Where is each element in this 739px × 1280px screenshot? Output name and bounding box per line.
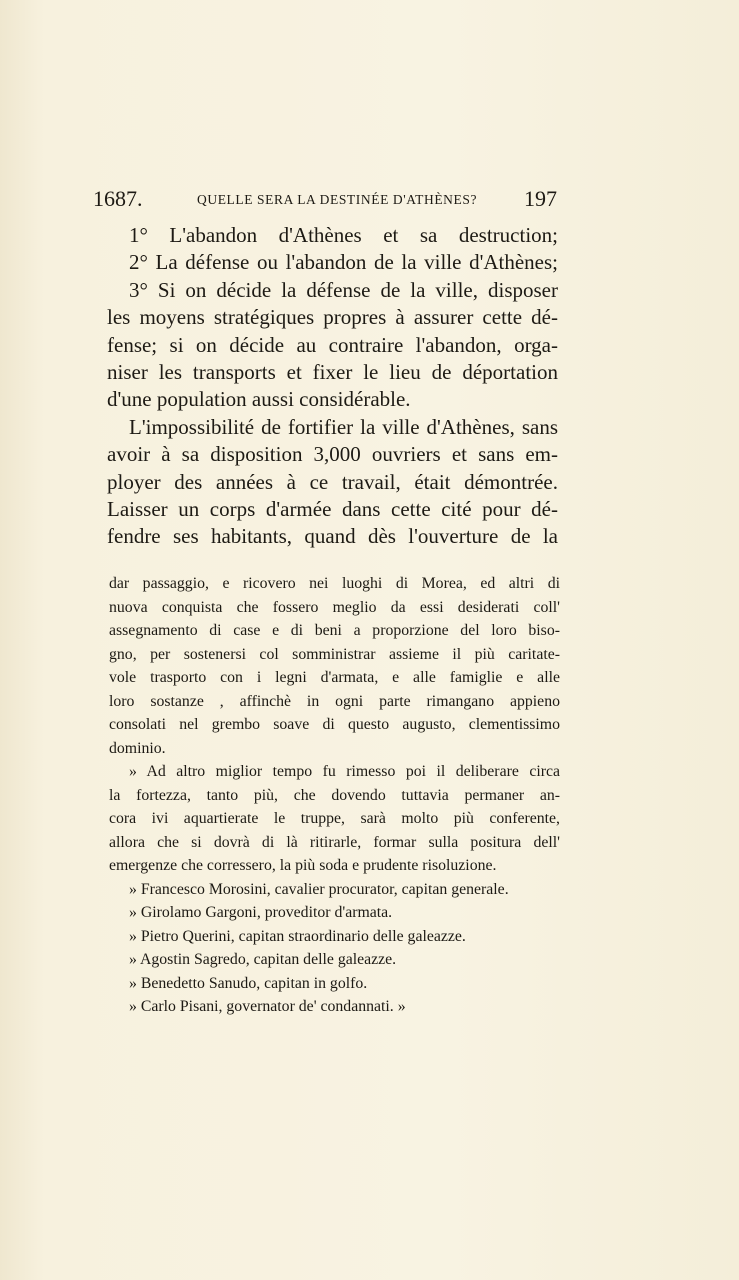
signature-line: » Agostin Sagredo, capitan delle galeazze.: [129, 951, 397, 968]
main-line: 1° L'abandon d'Athènes et sa destruction;: [129, 223, 558, 247]
footnote-line: emergenze che corressero, la più soda e prudente risoluzione.: [109, 857, 497, 874]
footnote-line: gno, per sostenersi col somministrar assieme il più caritate-: [109, 645, 560, 663]
page-number: 197: [524, 186, 557, 211]
main-line: les moyens stratégiques propres à assurer cette dé-: [107, 305, 558, 330]
main-line: avoir à sa disposition 3,000 ouvriers et sans em-: [107, 442, 558, 467]
footnote-line: dominio.: [109, 739, 166, 757]
main-line: ployer des années à ce travail, était démontrée.: [107, 469, 558, 494]
main-line: 3° Si on décide la défense de la ville, disposer: [129, 277, 558, 302]
footnote-line: allora che si dovrà di là ritirarle, formar sulla positura dell': [109, 833, 560, 851]
header-year: 1687.: [93, 186, 143, 211]
footnote-line: consolati nel grembo soave di questo augusto, clementissimo: [109, 716, 560, 733]
footnote-line: loro sostanze , affinchè in ogni parte rimangano appieno: [109, 692, 560, 710]
footnote-line: nuova conquista che fossero meglio da essi desiderati coll': [109, 598, 560, 616]
main-line: Laisser un corps d'armée dans cette cité pour dé-: [107, 496, 558, 521]
main-line: fendre ses habitants, quand dès l'ouverture de la: [107, 524, 558, 549]
main-text: [107, 222, 558, 551]
footnote-line: la fortezza, tanto più, che dovendo tuttavia permaner an-: [109, 786, 560, 804]
signature-line: » Francesco Morosini, cavalier procurator, capitan generale.: [129, 880, 509, 898]
main-line: niser les transports et fixer le lieu de déportation: [107, 359, 558, 384]
footnote-line: assegnamento di case e di beni a proporzione del loro biso-: [109, 622, 560, 639]
header-title: QUELLE SERA LA DESTINÉE D'ATHÈNES?: [197, 192, 478, 207]
signature-line: » Girolamo Gargoni, proveditor d'armata.: [129, 904, 393, 921]
main-line: fense; si on décide au contraire l'abandon, orga-: [107, 332, 558, 357]
signature-line: » Benedetto Sanudo, capitan in golfo.: [129, 974, 368, 992]
footnote-text: [109, 572, 560, 1019]
signature-line: » Carlo Pisani, governator de' condannati. »: [129, 998, 406, 1015]
footnote-line: vole trasporto con i legni d'armata, e alle famiglie e alle: [109, 669, 560, 686]
running-header: [93, 186, 557, 216]
main-line: L'impossibilité de fortifier la ville d'Athènes, sans: [129, 414, 558, 439]
main-line: d'une population aussi considérable.: [107, 387, 411, 412]
footnote-line: cora ivi aquartierate le truppe, sarà molto più conferente,: [109, 810, 560, 827]
footnote-line: dar passaggio, e ricovero nei luoghi di Morea, ed altri di: [109, 575, 560, 592]
footnote-line: » Ad altro miglior tempo fu rimesso poi il deliberare circa: [129, 763, 560, 780]
main-line: 2° La défense ou l'abandon de la ville d'Athènes;: [129, 250, 558, 275]
signature-line: » Pietro Querini, capitan straordinario delle galeazze.: [129, 927, 466, 945]
